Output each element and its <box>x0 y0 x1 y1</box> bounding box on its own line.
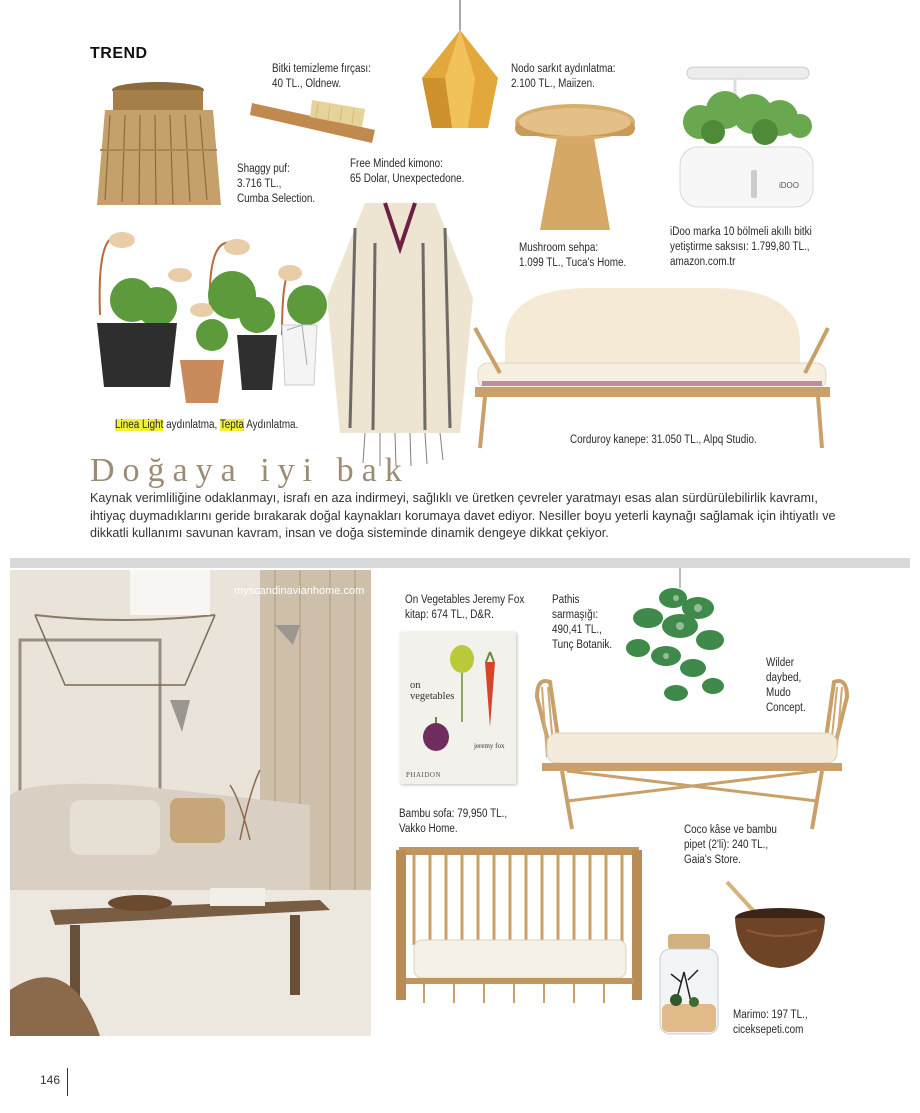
page-number-rule <box>67 1068 68 1096</box>
bamboo-sofa-image <box>394 845 646 1007</box>
caption-kimono: Free Minded kimono: 65 Dolar, Unexpectedone. <box>350 158 465 185</box>
caption-shaggy-pouf: Shaggy puf: 3.716 TL., Cumba Selection. <box>237 163 316 205</box>
photo-credit: myscandinavianhome.com <box>234 585 365 597</box>
linea-lights-image <box>92 225 342 405</box>
shaggy-pouf-image <box>95 80 230 210</box>
book-title-line1: on <box>410 680 421 691</box>
smart-planter-image <box>675 62 820 212</box>
book-title <box>410 680 454 702</box>
highlight-tepta: Tepta <box>219 419 245 431</box>
caption-lighting <box>115 418 298 433</box>
caption-pothos: Pathis sarmaşığı: 490,41 TL., Tunç Botanik. <box>552 594 613 651</box>
book-cover <box>400 632 516 784</box>
page-number: 146 <box>40 1073 61 1087</box>
book-author: jeremy fox <box>474 742 505 750</box>
caption-lighting-end: Aydınlatma. <box>244 419 299 431</box>
article-headline: Doğaya iyi bak <box>90 452 410 489</box>
mushroom-table-image <box>512 100 640 235</box>
caption-bamboo-sofa: Bambu sofa: 79,950 TL., Vakko Home. <box>399 808 508 835</box>
kimono-image <box>325 198 475 470</box>
caption-smart-planter: iDoo marka 10 bölmeli akıllı bitki yetiştirme saksısı: 1.799,80 TL., amazon.com.tr <box>670 226 812 268</box>
pendant-lamp-image <box>410 0 510 140</box>
corduroy-sofa-image <box>470 283 832 453</box>
caption-coco-bowl: Coco kâse ve bambu pipet (2'li): 240 TL., Gaia's Store. <box>684 824 777 866</box>
caption-plant-brush: Bitki temizleme fırçası: 40 TL., Oldnew. <box>272 63 371 90</box>
living-room-photo <box>10 570 371 1036</box>
coco-bowl-image <box>722 880 832 972</box>
planter-brand-text: iDOO <box>779 181 799 190</box>
book-publisher: PHAIDON <box>406 771 441 779</box>
marimo-jar-image <box>656 932 722 1037</box>
caption-lighting-mid: aydınlatma, <box>163 419 220 431</box>
caption-mushroom-table: Mushroom sehpa: 1.099 TL., Tuca's Home. <box>519 242 627 269</box>
book-title-line2: vegetables <box>410 691 455 702</box>
section-label: TREND <box>90 45 148 62</box>
highlight-linea-light: Linea Light <box>115 419 164 431</box>
caption-book: On Vegetables Jeremy Fox kitap: 674 TL., D&R. <box>405 594 525 621</box>
plant-brush-image <box>250 95 380 150</box>
caption-corduroy-sofa: Corduroy kanepe: 31.050 TL., Alpq Studio. <box>570 434 757 446</box>
caption-pendant-lamp: Nodo sarkıt aydınlatma: 2.100 TL., Maiizen. <box>511 63 616 90</box>
book-cover-art <box>400 632 516 784</box>
caption-daybed: Wilder daybed, Mudo Concept. <box>766 657 806 714</box>
section-divider <box>10 558 910 568</box>
caption-marimo: Marimo: 197 TL., ciceksepeti.com <box>733 1009 808 1036</box>
article-intro: Kaynak verimliliğine odaklanmayı, israfı en aza indirmeyi, sağlıklı ve üretken çevreler yaratmayı esas alan sürdürülebilirlik kavramı, ihtiyaç duymadıklarını geride bırakarak doğal kaynakları korumaya davet ediyor. Nesiller boyu yeterli kaynağı sağlamak için ihtiyatlı ve dikkatli kullanımı savunan kavram, insan ve doğa sisteminde dinamik dengeye dikkat çekiyor. <box>90 491 836 540</box>
